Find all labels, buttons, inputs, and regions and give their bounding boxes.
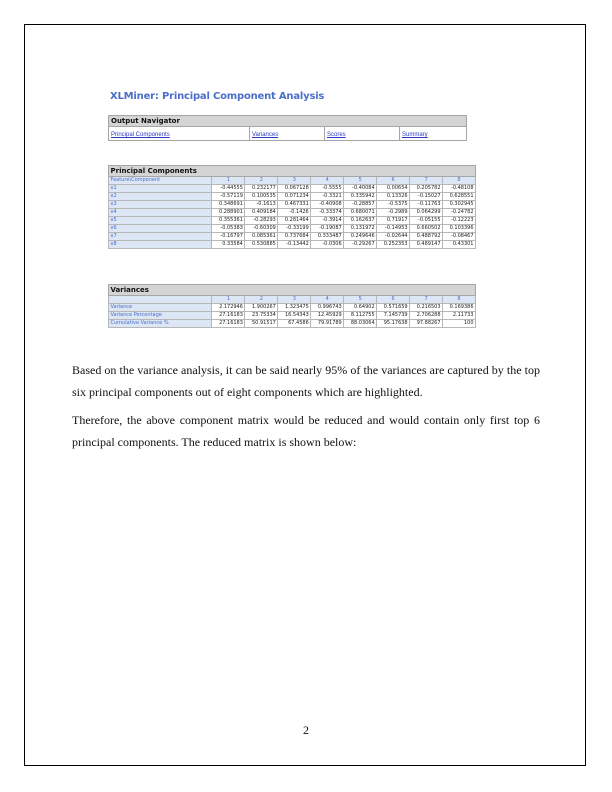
table-cell: -0.40084 bbox=[344, 185, 377, 193]
column-header: 6 bbox=[377, 177, 410, 185]
column-header: 1 bbox=[212, 177, 245, 185]
table-cell: 0.13326 bbox=[377, 193, 410, 201]
principal-components-title: Principal Components bbox=[109, 166, 476, 177]
table-cell: 0.409184 bbox=[245, 209, 278, 217]
table-cell: 23.75334 bbox=[245, 312, 278, 320]
row-label: x8 bbox=[109, 241, 212, 249]
row-label: x3 bbox=[109, 201, 212, 209]
table-cell: 0.281464 bbox=[278, 217, 311, 225]
column-header-row bbox=[109, 296, 476, 304]
table-cell: -0.11763 bbox=[410, 201, 443, 209]
table-row bbox=[109, 241, 476, 249]
row-label: x4 bbox=[109, 209, 212, 217]
table-cell: -0.28857 bbox=[344, 201, 377, 209]
table-cell: 100 bbox=[443, 320, 476, 328]
table-cell: 0.249646 bbox=[344, 233, 377, 241]
column-header: 4 bbox=[311, 177, 344, 185]
table-cell: 0.355361 bbox=[212, 217, 245, 225]
table-cell: 0.71917 bbox=[377, 217, 410, 225]
row-label: x1 bbox=[109, 185, 212, 193]
table-cell: 0.571659 bbox=[377, 304, 410, 312]
table-cell: -0.28293 bbox=[245, 217, 278, 225]
table-cell: 27.16183 bbox=[212, 320, 245, 328]
table-cell: 0.333487 bbox=[311, 233, 344, 241]
table-cell: -0.05383 bbox=[212, 225, 245, 233]
column-header: 1 bbox=[212, 296, 245, 304]
table-row bbox=[109, 312, 476, 320]
table-cell: 0.302945 bbox=[443, 201, 476, 209]
table-cell: 0.737684 bbox=[278, 233, 311, 241]
table-cell: 0.103396 bbox=[443, 225, 476, 233]
column-header: 7 bbox=[410, 296, 443, 304]
table-cell: 7.145739 bbox=[377, 312, 410, 320]
table-cell: 12.45929 bbox=[311, 312, 344, 320]
table-cell: 0.252353 bbox=[377, 241, 410, 249]
table-row bbox=[109, 304, 476, 312]
table-row bbox=[109, 193, 476, 201]
table-cell: 2.706288 bbox=[410, 312, 443, 320]
column-header: 6 bbox=[377, 296, 410, 304]
table-cell: 0.085361 bbox=[245, 233, 278, 241]
column-header: 8 bbox=[443, 177, 476, 185]
corner-label: Feature\Component bbox=[109, 177, 212, 185]
xlminer-title: XLMiner: Principal Component Analysis bbox=[110, 91, 325, 102]
table-cell: 1.900267 bbox=[245, 304, 278, 312]
table-cell: -0.48108 bbox=[443, 185, 476, 193]
table-cell: -0.15027 bbox=[410, 193, 443, 201]
table-cell: -0.5555 bbox=[311, 185, 344, 193]
column-header: 2 bbox=[245, 177, 278, 185]
table-cell: 27.16183 bbox=[212, 312, 245, 320]
table-cell: 79.91789 bbox=[311, 320, 344, 328]
table-cell: 0.288901 bbox=[212, 209, 245, 217]
table-cell: -0.14953 bbox=[377, 225, 410, 233]
table-row bbox=[109, 201, 476, 209]
column-header: 2 bbox=[245, 296, 278, 304]
table-cell: 0.43301 bbox=[443, 241, 476, 249]
column-header: 4 bbox=[311, 296, 344, 304]
table-cell: -0.5375 bbox=[377, 201, 410, 209]
nav-link-principal-components[interactable]: Principal Components bbox=[111, 132, 170, 138]
row-label: Variance bbox=[109, 304, 212, 312]
table-cell: -0.08467 bbox=[443, 233, 476, 241]
paragraph-reduced-matrix: Therefore, the above component matrix would be reduced and would contain only first top 6 principal components. The reduced matrix is shown below: bbox=[72, 413, 540, 449]
table-cell: 0.335942 bbox=[344, 193, 377, 201]
row-label: x5 bbox=[109, 217, 212, 225]
table-cell: -0.29267 bbox=[344, 241, 377, 249]
table-cell: -0.33199 bbox=[278, 225, 311, 233]
table-cell: -0.0306 bbox=[311, 241, 344, 249]
variances-title: Variances bbox=[109, 285, 476, 296]
table-cell: -0.33374 bbox=[311, 209, 344, 217]
table-cell: 0.348691 bbox=[212, 201, 245, 209]
table-cell: 0.628551 bbox=[443, 193, 476, 201]
table-cell: 0.071234 bbox=[278, 193, 311, 201]
table-cell: -0.19087 bbox=[311, 225, 344, 233]
table-cell: -0.3914 bbox=[311, 217, 344, 225]
output-navigator-title: Output Navigator bbox=[109, 116, 467, 127]
table-row bbox=[109, 217, 476, 225]
table-cell: 0.489147 bbox=[410, 241, 443, 249]
column-header: 5 bbox=[344, 296, 377, 304]
table-cell: -0.3321 bbox=[311, 193, 344, 201]
table-cell: -0.24782 bbox=[443, 209, 476, 217]
table-cell: 0.488792 bbox=[410, 233, 443, 241]
column-header-row bbox=[109, 177, 476, 185]
table-row bbox=[109, 233, 476, 241]
table-cell: 0.100535 bbox=[245, 193, 278, 201]
paragraph-variance-analysis: Based on the variance analysis, it can be said nearly 95% of the variances are captured by the top six principal components out of eight components which are highlighted. bbox=[72, 363, 540, 399]
nav-link-summary[interactable]: Summary bbox=[402, 132, 428, 138]
table-row bbox=[109, 185, 476, 193]
table-cell: -0.12223 bbox=[443, 217, 476, 225]
variances-table bbox=[108, 284, 476, 328]
page-number: 2 bbox=[303, 723, 309, 737]
table-cell: -0.60309 bbox=[245, 225, 278, 233]
table-cell: 88.03064 bbox=[344, 320, 377, 328]
column-header: 3 bbox=[278, 177, 311, 185]
table-cell: 0.33584 bbox=[212, 241, 245, 249]
table-row bbox=[109, 320, 476, 328]
table-row bbox=[109, 209, 476, 217]
table-cell: 0.064299 bbox=[410, 209, 443, 217]
table-cell: -0.02644 bbox=[377, 233, 410, 241]
table-cell: 0.996743 bbox=[311, 304, 344, 312]
table-cell: 0.467331 bbox=[278, 201, 311, 209]
row-label: Variance Percentage bbox=[109, 312, 212, 320]
row-label: Cumulative Variance % bbox=[109, 320, 212, 328]
table-row bbox=[109, 225, 476, 233]
table-cell: -0.16797 bbox=[212, 233, 245, 241]
table-cell: 95.17638 bbox=[377, 320, 410, 328]
table-cell: 0.205782 bbox=[410, 185, 443, 193]
table-cell: -0.1613 bbox=[245, 201, 278, 209]
table-cell: -0.2989 bbox=[377, 209, 410, 217]
corner-cell bbox=[109, 296, 212, 304]
nav-link-scores[interactable]: Scores bbox=[327, 132, 346, 138]
row-label: x2 bbox=[109, 193, 212, 201]
column-header: 3 bbox=[278, 296, 311, 304]
table-cell: 0.680071 bbox=[344, 209, 377, 217]
table-cell: 1.323475 bbox=[278, 304, 311, 312]
table-cell: -0.1426 bbox=[278, 209, 311, 217]
column-header: 5 bbox=[344, 177, 377, 185]
table-cell: 2.11733 bbox=[443, 312, 476, 320]
table-cell: 2.172946 bbox=[212, 304, 245, 312]
row-label: x7 bbox=[109, 233, 212, 241]
table-cell: 97.88267 bbox=[410, 320, 443, 328]
table-cell: 16.54343 bbox=[278, 312, 311, 320]
table-cell: 0.162637 bbox=[344, 217, 377, 225]
table-cell: 50.91517 bbox=[245, 320, 278, 328]
column-header: 7 bbox=[410, 177, 443, 185]
table-cell: -0.40908 bbox=[311, 201, 344, 209]
nav-link-variances[interactable]: Variances bbox=[252, 132, 279, 138]
table-cell: 0.232177 bbox=[245, 185, 278, 193]
table-cell: -0.44555 bbox=[212, 185, 245, 193]
table-cell: 67.4586 bbox=[278, 320, 311, 328]
table-cell: 8.112755 bbox=[344, 312, 377, 320]
table-cell: 0.216503 bbox=[410, 304, 443, 312]
table-cell: -0.57119 bbox=[212, 193, 245, 201]
column-header: 8 bbox=[443, 296, 476, 304]
table-cell: 0.131972 bbox=[344, 225, 377, 233]
table-cell: 0.64902 bbox=[344, 304, 377, 312]
principal-components-table bbox=[108, 165, 476, 249]
table-cell: -0.13442 bbox=[278, 241, 311, 249]
table-cell: 0.169386 bbox=[443, 304, 476, 312]
table-cell: 0.067128 bbox=[278, 185, 311, 193]
table-cell: 0.00654 bbox=[377, 185, 410, 193]
table-cell: 0.660502 bbox=[410, 225, 443, 233]
row-label: x6 bbox=[109, 225, 212, 233]
table-cell: 0.530885 bbox=[245, 241, 278, 249]
output-navigator bbox=[108, 115, 467, 141]
table-cell: -0.05155 bbox=[410, 217, 443, 225]
